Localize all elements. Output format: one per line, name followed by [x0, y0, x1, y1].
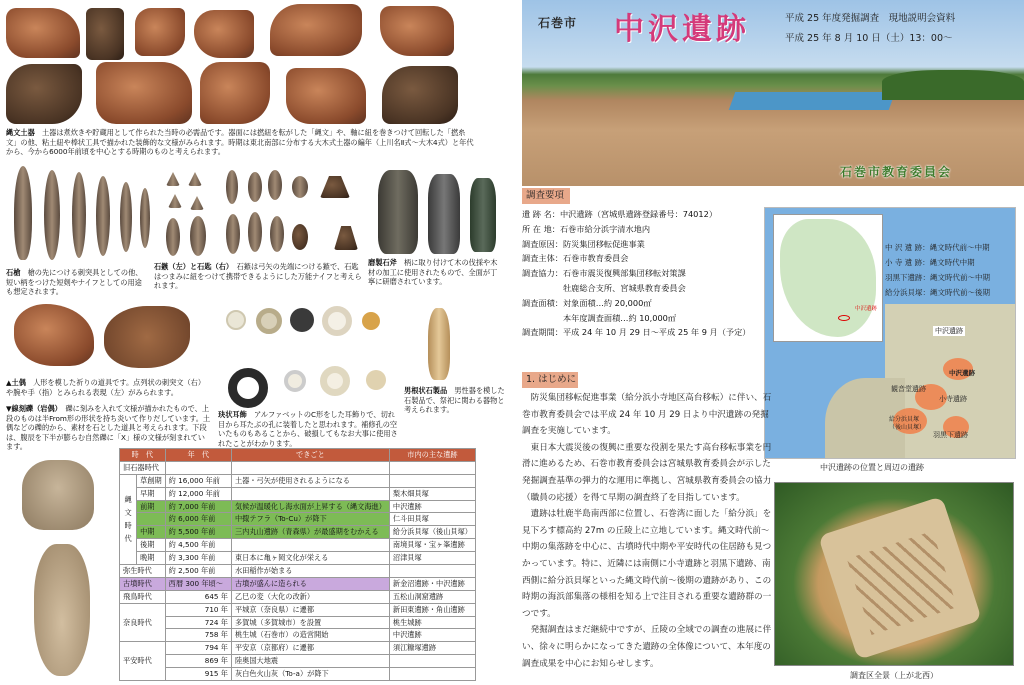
- pottery-photo-3: [135, 8, 185, 56]
- subtitle-line-1: 平成 25 年度発掘調査 現地説明会資料: [785, 13, 956, 24]
- table-row: 758 年 桃生城（石巻市）の造営開始 中沢遺跡: [120, 629, 476, 642]
- table-row: 縄 文 時 代 草創期 約 16,000 年前 土器・弓矢が使用されるようになる: [120, 474, 476, 487]
- map-label: 給分浜貝塚（後山貝塚）: [889, 416, 926, 431]
- survey-row: 所 在 地：石巻市給分浜字清水地内: [522, 223, 651, 234]
- axe-photo-2: [428, 174, 460, 254]
- pottery-photo-8: [96, 62, 192, 124]
- earring-photo: [228, 368, 268, 408]
- pottery-photo-1: [6, 8, 80, 58]
- table-row: 古墳時代 西暦 300 年頃～ 古墳が盛んに造られる 新金沼遺跡・中沢遺跡: [120, 577, 476, 590]
- arrowhead-photo: [168, 194, 182, 208]
- table-row: 915 年 灰白色火山灰（To-a）が降下: [120, 668, 476, 681]
- map-label: 中沢遺跡: [935, 327, 963, 335]
- map-caption: 中沢遺跡の位置と周辺の遺跡: [820, 463, 924, 472]
- intro-paragraph: 遺跡は牡鹿半島南西部に位置し、石巻湾に面した「給分浜」を見下ろす標高約 27m の丘陵上に立地しています。縄文時代前～中期の集落跡を中心に、古墳時代中期や平安時代の住居跡も見つかっています。特に、近隣には南側に小寺遺跡と羽黒下遺跡、南西側に給分浜貝塚といった縄文時代前～後期の遺跡があり、この時期の海浜部集落の様相を知る上で注目される重要な遺跡群の一つです。: [522, 509, 772, 619]
- axe-photo-3: [470, 178, 496, 252]
- tarp-area: [729, 92, 896, 110]
- legend-item: 小 寺 遺 跡：縄文時代中期: [885, 258, 975, 267]
- caption-arrowheads: 石鏃（左）と石匙（右） 石鏃は弓矢の先端につける鏃で、石匙はつまみに紐をつけて携帯できるようにした万能ナイフと考えられます。: [154, 262, 362, 291]
- chronology-table: [119, 448, 476, 681]
- axe-photo-1: [378, 170, 418, 254]
- arrowhead-photo: [190, 216, 206, 256]
- pottery-photo-9: [200, 62, 270, 124]
- pottery-photo-10: [286, 68, 366, 124]
- legend-item: 中 沢 遺 跡：縄文時代前～中期: [885, 243, 990, 252]
- aerial-photo: [774, 482, 1014, 666]
- map-label: 中沢遺跡: [949, 369, 975, 377]
- scraper-photo: [248, 172, 262, 202]
- arrowhead-photo: [166, 218, 180, 256]
- earring-photo: [322, 306, 352, 336]
- table-row: 飛鳥時代 645 年 乙巳の変（大化の改新） 五松山洞窟遺跡: [120, 590, 476, 603]
- table-row: 724 年 多賀城（多賀城市）を設置 桃生城跡: [120, 616, 476, 629]
- table-row: 晩期 約 3,300 年前 東日本に亀ヶ岡文化が栄える 沼津貝塚: [120, 552, 476, 565]
- legend-item: 給分浜貝塚：縄文時代前～後期: [885, 288, 990, 297]
- map-label-inset: 中沢遺跡: [855, 306, 878, 312]
- map-label: 羽黒下遺跡: [933, 431, 968, 439]
- subtitle-line-2: 平成 25 年 8 月 10 日（土）13：00～: [785, 33, 953, 44]
- arrowhead-photo: [166, 172, 180, 186]
- pottery-photo-5: [270, 4, 362, 56]
- table-row: 後期 約 4,500 年前 南境貝塚・宝ヶ峯遺跡: [120, 539, 476, 552]
- pottery-photo-2: [86, 8, 124, 60]
- inset-land: [780, 219, 876, 337]
- legend-item: 羽黒下遺跡：縄文時代前～中期: [885, 273, 990, 282]
- scraper-photo: [270, 216, 284, 252]
- figurine-photo-right: [104, 306, 190, 368]
- caption-jomon-pottery: 縄文土器 土器は煮炊きや貯蔵用として作られた当時の必需品です。器面には撚紐を転がした「縄文」や、軸に紐を巻きつけて回転した「撚糸文」の他、粘土紐や棒状工具で描かれた装飾的な文様がみられます。時期は東北南部に分布する大木式土器の編年（上川名Ⅱ式～大木4式）と年代から、今から6000年前頃を中心とする時期のものと考えられます。: [6, 128, 474, 157]
- location-map: [764, 207, 1016, 459]
- table-header: 時 代 年 代 できごと 市内の主な遺跡: [120, 449, 476, 462]
- table-row: 前期 約 7,000 年前 気候が温暖化し海水面が上昇する（縄文海進） 中沢遺跡: [120, 500, 476, 513]
- spear-photo-5: [120, 182, 132, 252]
- table-row: 約 6,000 年前 中掫テフラ（To-Cu）が降下 仁斗田貝塚: [120, 513, 476, 526]
- earring-photo: [290, 308, 314, 332]
- earring-photo: [226, 310, 246, 330]
- table-row: 奈良時代 710 年 平城京（奈良県）に遷都 新田東遺跡・角山遺跡: [120, 603, 476, 616]
- survey-row: 本年度調査面積…約 10,000㎡: [522, 312, 677, 323]
- stone-rod-photo: [428, 308, 450, 380]
- pottery-photo-7: [6, 64, 82, 124]
- map-label: 小寺遺跡: [939, 395, 967, 403]
- caption-incised-stone: ▼線刻礫（岩偶） 礫に刻みを入れて文様が描かれたもので、上段のものは半From形の形状を持ち炎いて作りだしています。土偶などの礫的から、素材を石とした道具と考えられます。下段は、腹辰を下半が膨らむ自然礫に「X」様の文様が刻まれています。: [6, 404, 211, 452]
- survey-row: 牡鹿総合支所、宮城県教育委員会: [522, 282, 686, 293]
- table-row: 旧石器時代: [120, 461, 476, 474]
- earring-photo: [362, 312, 380, 330]
- intro-paragraph: 発掘調査はまだ継続中ですが、丘陵の全域での調査の進展に伴い、徐々に明らかになってきた遺跡の全体像について、本年度の調査成果を中心にお知らせします。: [522, 625, 772, 669]
- earring-photo: [366, 370, 386, 390]
- inset-marker: [838, 315, 850, 321]
- earring-photo: [256, 308, 282, 334]
- intro-body: [522, 390, 774, 672]
- scraper-photo: [268, 170, 282, 200]
- arrowhead-photo: [188, 172, 202, 186]
- spear-photo-2: [44, 170, 60, 260]
- survey-row: 調査主体：石巻市教育委員会: [522, 253, 629, 264]
- scraper-photo: [248, 212, 262, 252]
- scraper-photo: [226, 214, 240, 254]
- spear-photo-1: [14, 166, 32, 260]
- map-label: 観音堂遺跡: [891, 385, 926, 393]
- survey-heading: 調査要項: [522, 188, 570, 204]
- survey-row: 調査面積：対象面積…約 20,000㎡: [522, 297, 652, 308]
- figurine-photo-left: [14, 304, 94, 366]
- spear-photo-3: [72, 172, 86, 258]
- scraper-photo: [334, 226, 358, 250]
- intro-heading: 1. はじめに: [522, 372, 578, 388]
- org-name: 石巻市教育委員会: [840, 165, 953, 179]
- pottery-photo-4: [194, 10, 254, 58]
- inset-map: [773, 214, 883, 342]
- scraper-photo: [292, 224, 308, 250]
- caption-stone-spear: 石槍 槍の先につける刺突具としての他、短い柄をつけた短剣やナイフとしての用途も想定されます。: [6, 268, 143, 297]
- intro-paragraph: 防災集団移転促進事業（給分浜小寺地区高台移転）に伴い、石巻市教育委員会では平成 24 年 10 月 29 日より中沢遺跡の発掘調査を実施しています。: [522, 393, 772, 437]
- right-page: [512, 0, 1024, 685]
- survey-details: [522, 207, 777, 340]
- page-title: 中沢遺跡: [614, 12, 750, 47]
- aerial-caption: 調査区全景（上が北西）: [850, 671, 938, 680]
- city-label: 石巻市: [538, 16, 578, 30]
- scraper-photo: [226, 170, 238, 204]
- incised-stone-photo-top: [22, 460, 94, 530]
- incised-stone-photo-bottom: [34, 544, 90, 676]
- survey-row: 調査原因：防災集団移転促進事業: [522, 238, 645, 249]
- site-panorama-photo: [522, 0, 1024, 186]
- survey-row: 調査協力：石巻市震災復興部集団移転対策課: [522, 268, 686, 279]
- table-row: 平安時代 794 年 平安京（京都府）に遷都 須江糠塚遺跡: [120, 642, 476, 655]
- earring-photo: [284, 370, 306, 392]
- pottery-photo-6: [380, 6, 454, 56]
- earring-photo: [320, 366, 350, 396]
- tree-line: [882, 70, 1024, 100]
- caption-stone-rod: 男根状石製品 男性器を模した石製品で、祭祀に関わる器物と考えられます。: [404, 386, 505, 415]
- arrowhead-photo: [190, 196, 204, 210]
- table-row: 中期 約 5,500 年前 三内丸山遺跡（青森県）が最盛期をむかえる 給分浜貝塚（後山貝塚）: [120, 526, 476, 539]
- scraper-photo: [292, 176, 308, 198]
- survey-row: 遺 跡 名：中沢遺跡（宮城県遺跡登録番号：74012）: [522, 209, 718, 219]
- caption-earrings: 玦状耳飾 アルファベットのC形をした耳飾りで、切れ目から耳たぶの孔に装着したと思われます。補修孔の空いたものもあることから、破損してもなお大事に使用されたことがわかります。: [218, 410, 398, 448]
- map-legend: [885, 240, 990, 300]
- table-row: 869 年 陸奥国大地震: [120, 655, 476, 668]
- pottery-photo-11: [382, 66, 458, 124]
- scraper-photo: [320, 176, 350, 198]
- intro-paragraph: 東日本大震災後の復興に重要な役割を果たす高台移転事業を円滑に進めるため、石巻市教育委員会は宮城県教育委員会が示した発掘調査基準の弾力的な運用に準拠し、宮城県教育委員会の協力（職員の応援）を得て早期の調査終了を目指しています。: [522, 442, 772, 503]
- table-row: 弥生時代 約 2,500 年前 水田稲作が始まる: [120, 565, 476, 578]
- spear-photo-4: [96, 176, 110, 256]
- table-row: 早期 約 12,000 年前 梨木畑貝塚: [120, 487, 476, 500]
- caption-figurine: ▲土偶 人形を模した祈りの道具です。点列状の刺突文（右）や腕や手（指）とみられる表現（左）がみられます。: [6, 378, 206, 397]
- spear-photo-6: [140, 188, 150, 248]
- survey-row: 調査期間：平成 24 年 10 月 29 日～平成 25 年 9 月（予定）: [522, 327, 751, 338]
- caption-axe: 磨製石斧 柄に取り付けて木の伐採や木材の加工に使用されたもので、全面が丁寧に研磨されています。: [368, 258, 498, 287]
